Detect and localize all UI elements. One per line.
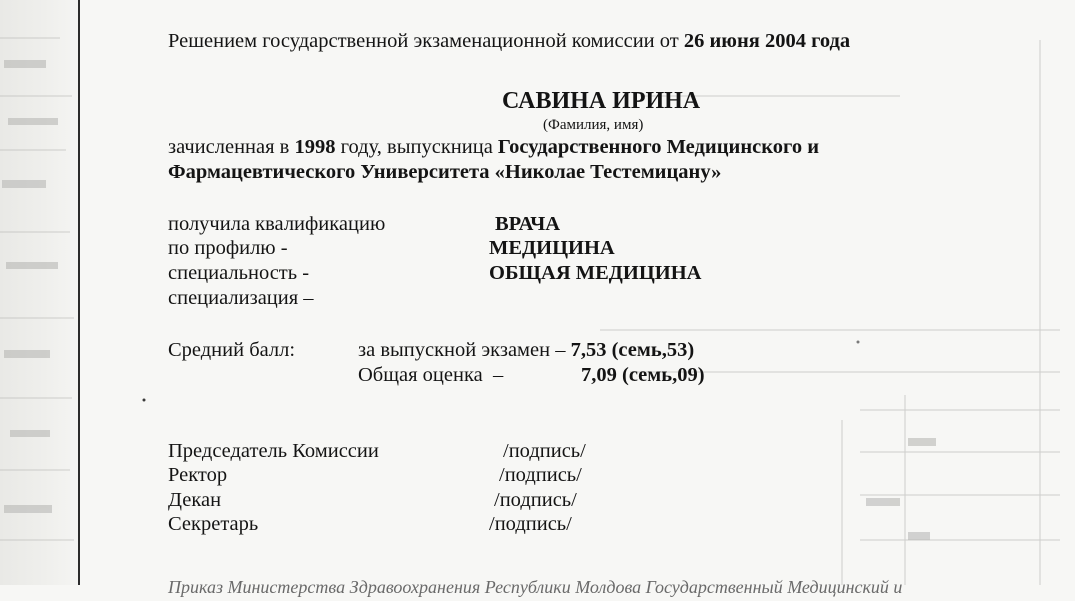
university-line-2: Фармацевтического Университета «Николае Тестемицану» <box>168 161 722 183</box>
signature-role-secretary: Секретарь <box>168 513 259 535</box>
profile-label: по профилю - <box>168 237 288 259</box>
name-caption: (Фамилия, имя) <box>543 117 644 133</box>
signature-mark-chairman: /подпись/ <box>503 440 586 462</box>
signature-mark-secretary: /подпись/ <box>489 513 572 535</box>
final-exam-label: за выпускной экзамен – <box>358 339 566 361</box>
scan-page-edge <box>78 0 80 585</box>
signature-role-chairman: Председатель Комиссии <box>168 440 379 462</box>
overall-label: Общая оценка – <box>358 364 504 386</box>
final-exam-line <box>358 338 694 362</box>
decision-prefix: Решением государственной экзаменационной комиссии от <box>168 30 679 52</box>
signature-role-rector: Ректор <box>168 464 228 486</box>
final-exam-value: 7,53 (семь,53) <box>570 339 695 361</box>
university-line-1: Государственного Медицинского и <box>497 136 820 158</box>
scan-margin-shadow <box>0 0 80 585</box>
decision-line <box>168 29 850 53</box>
average-label: Средний балл: <box>168 339 296 361</box>
signature-role-dean: Декан <box>168 489 222 511</box>
footer-cut-text: Приказ Министерства Здравоохранения Республики Молдова Государственный Медицинский и <box>168 577 903 597</box>
profile-value: МЕДИЦИНА <box>489 237 615 259</box>
qualification-value: ВРАЧА <box>495 213 561 235</box>
enrollment-year: 1998 <box>294 136 336 158</box>
signature-mark-dean: /подпись/ <box>494 489 577 511</box>
enrollment-middle: году, выпускница <box>340 136 493 158</box>
graduate-name: САВИНА ИРИНА <box>502 88 701 114</box>
signature-mark-rector: /подпись/ <box>499 464 582 486</box>
enrollment-prefix: зачисленная в <box>168 136 290 158</box>
specialty-value: ОБЩАЯ МЕДИЦИНА <box>489 262 702 284</box>
specialization-label: специализация – <box>168 287 314 309</box>
overall-value: 7,09 (семь,09) <box>581 364 705 386</box>
qualification-label: получила квалификацию <box>168 213 386 235</box>
decision-date: 26 июня 2004 года <box>683 30 851 52</box>
enrollment-line <box>168 135 819 159</box>
specialty-label: специальность - <box>168 262 310 284</box>
